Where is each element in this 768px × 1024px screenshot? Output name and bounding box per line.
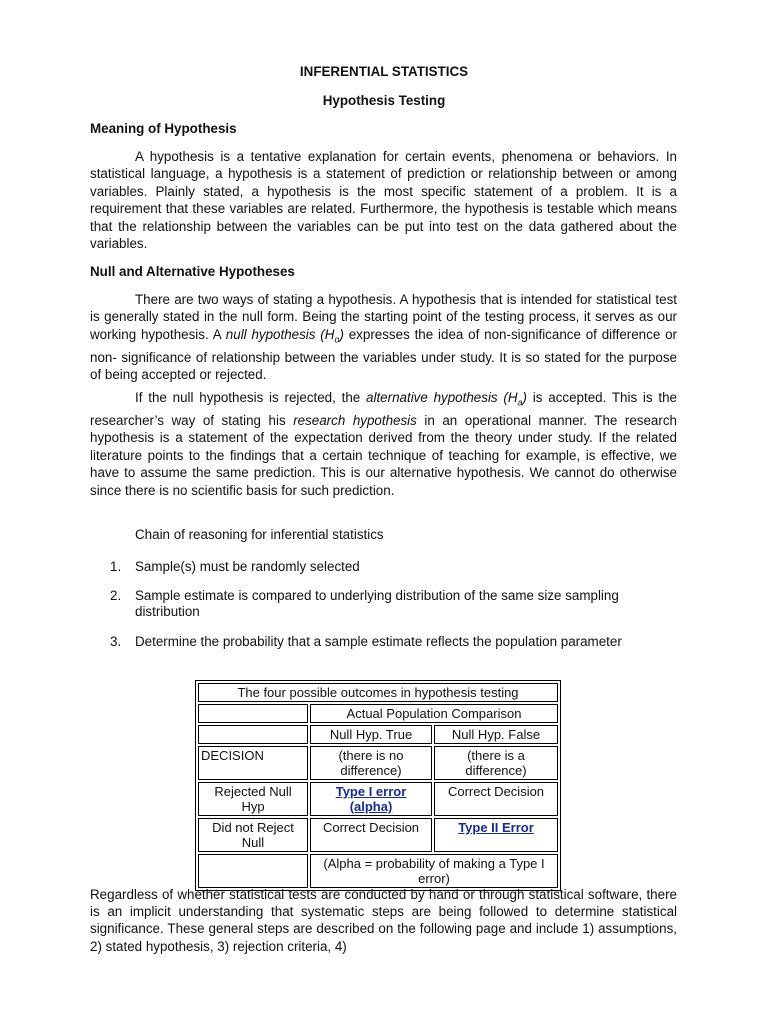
list-item <box>110 634 630 650</box>
list-text: Determine the probability that a sample estimate reflects the population parameter <box>135 634 622 649</box>
alpha-link[interactable]: (alpha) <box>349 799 393 814</box>
section-heading-meaning: Meaning of Hypothesis <box>90 121 237 136</box>
table-cell-correct-2: Correct Decision <box>310 818 432 852</box>
type-ii-error-link[interactable]: Type II Error <box>458 820 534 835</box>
table-caption: The four possible outcomes in hypothesis testing <box>198 683 558 702</box>
paragraph-alternative-hypothesis: If the null hypothesis is rejected, the alternative hypothesis $(H_a)$ is accepted. This is the researcher’s way of stating his research hypothesis in an operational manner. The research hypothesis is a statement of the expectation derived from the theory under study. If the related literature points to the findings that a certain technique of teaching for example, is effective, we have to assume the same prediction. This is our alternative hypothesis. We cannot do otherwise since there is no scientific basis for such prediction. <box>90 390 677 498</box>
table-col-null-false: Null Hyp. False <box>434 725 558 744</box>
table-decision-label: DECISION <box>198 746 308 780</box>
table-cell-empty <box>198 854 308 888</box>
table-cell-empty <box>198 725 308 744</box>
list-item <box>110 558 630 575</box>
table-cell-empty <box>198 704 308 723</box>
table-cell-type1 <box>310 782 432 816</box>
list-number: 2. <box>110 588 122 603</box>
table-cell-correct-1: Correct Decision <box>434 782 558 816</box>
list-text: Sample(s) must be randomly selected <box>135 559 360 574</box>
list-text: Sample estimate is compared to underlying distribution of the same size sampling distribution <box>135 588 619 619</box>
outcomes-table <box>195 680 561 891</box>
table-col1-note: (there is no difference) <box>310 746 432 780</box>
table-row-rejected-label: Rejected Null Hyp <box>198 782 308 816</box>
document-title: INFERENTIAL STATISTICS <box>299 64 469 79</box>
closing-paragraph: Regardless of whether statistical tests are conducted by hand or through statistical software, there is an implicit understanding that systematic steps are being followed to determine statistical significance. These general steps are described on the following page and include 1) assumptions, 2) stated hypothesis, 3) rejection criteria, 4) <box>90 887 677 954</box>
chain-intro: Chain of reasoning for inferential statistics <box>135 527 384 542</box>
paragraph-meaning: A hypothesis is a tentative explanation for certain events, phenomena or behaviors. In statistical language, a hypothesis is a statement of prediction or relationship between or among variables. Plainly stated, a hypothesis is the most specific statement of a problem. It is a requirement that these variables are related. Furthermore, the hypothesis is testable which means that the relationship between the variables can be put into test on the data gathered about the variables. <box>90 149 677 252</box>
table-row-not-rejected-label: Did not Reject Null <box>198 818 308 852</box>
list-number: 1. <box>110 559 122 574</box>
table-cell-type2 <box>434 818 558 852</box>
document-subtitle: Hypothesis Testing <box>322 93 446 108</box>
paragraph-null-hypothesis: There are two ways of stating a hypothesis. A hypothesis that is intended for statistical test is generally stated in the null form. Being the starting point of the testing process, it serves as our working hypothesis. A null hypothesis $(H_o)$ expresses the idea of non-significance of difference or non- significance of relationship between the variables under study. It is so stated for the purpose of being accepted or rejected. <box>90 292 677 383</box>
section-heading-null-alt: Null and Alternative Hypotheses <box>90 264 295 279</box>
table-actual-header: Actual Population Comparison <box>310 704 558 723</box>
list-number: 3. <box>110 634 122 649</box>
type-i-error-link[interactable]: Type I error <box>335 784 407 799</box>
list-item <box>110 588 630 619</box>
table-footnote: (Alpha = probability of making a Type I error) <box>310 854 558 888</box>
table-col2-note: (there is a difference) <box>434 746 558 780</box>
table-col-null-true: Null Hyp. True <box>310 725 432 744</box>
